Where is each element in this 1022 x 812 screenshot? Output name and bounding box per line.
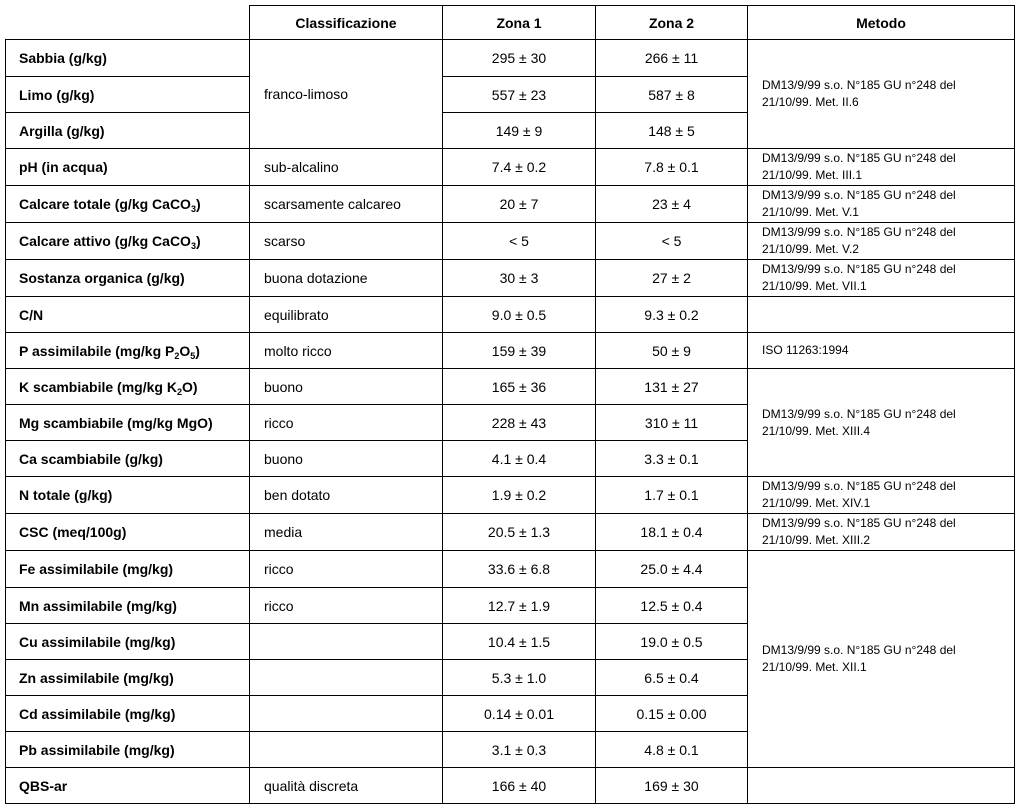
zone1-value: 12.7 ± 1.9 [443,588,596,624]
method-line: 21/10/99. Met. XIII.2 [762,533,871,547]
zone2-value: 1.7 ± 0.1 [596,477,748,514]
label-text: ) [195,196,201,212]
parameter-label: pH (in acqua) [6,149,250,186]
label-subscript: 3 [190,204,196,214]
zone1-value: 20.5 ± 1.3 [443,514,596,551]
parameter-label: Fe assimilabile (mg/kg) [6,551,250,588]
table-row [6,186,1015,223]
parameter-label [6,223,250,260]
method-line: DM13/9/99 s.o. N°185 GU n°248 del [762,479,956,493]
classification-cell-empty [250,624,443,660]
parameter-label [6,369,250,405]
soil-analysis-table [5,5,1015,804]
zone1-value: 165 ± 36 [443,369,596,405]
parameter-label: C/N [6,297,250,333]
zone1-value: 159 ± 39 [443,333,596,369]
zone1-value: 557 ± 23 [443,77,596,113]
method-line: DM13/9/99 s.o. N°185 GU n°248 del [762,262,956,276]
zone1-value: 7.4 ± 0.2 [443,149,596,186]
classification-cell: sub-alcalino [250,149,443,186]
classification-cell: ricco [250,405,443,441]
table-row [6,260,1015,297]
zone2-value: 587 ± 8 [596,77,748,113]
zone1-value: 1.9 ± 0.2 [443,477,596,514]
classification-cell: scarsamente calcareo [250,186,443,223]
method-cell [748,223,1015,260]
table-row [6,149,1015,186]
classification-cell: media [250,514,443,551]
zone1-value: 228 ± 43 [443,405,596,441]
table-row [6,333,1015,369]
classification-cell: buono [250,441,443,477]
method-line: 21/10/99. Met. III.1 [762,168,863,182]
zone2-value: 9.3 ± 0.2 [596,297,748,333]
zone2-value: 19.0 ± 0.5 [596,624,748,660]
parameter-label: Mg scambiabile (mg/kg MgO) [6,405,250,441]
label-text: ) [195,342,200,359]
zone1-value: 30 ± 3 [443,260,596,297]
label-text: Calcare totale (g/kg CaCO [19,196,191,212]
classification-cell: buona dotazione [250,260,443,297]
zone2-value: < 5 [596,223,748,260]
parameter-label [6,333,250,369]
classification-cell: buono [250,369,443,405]
parameter-label: Ca scambiabile (g/kg) [6,441,250,477]
method-line: 21/10/99. Met. XIII.4 [762,423,871,438]
classification-cell: ricco [250,588,443,624]
zone2-value: 27 ± 2 [596,260,748,297]
zone1-value: 5.3 ± 1.0 [443,660,596,696]
classification-cell: ben dotato [250,477,443,514]
table-row [6,297,1015,333]
method-line: DM13/9/99 s.o. N°185 GU n°248 del [762,225,956,239]
method-cell-empty [748,297,1015,333]
header-parameter [6,6,250,40]
method-cell [748,186,1015,223]
classification-cell: ricco [250,551,443,588]
method-cell [748,333,1015,369]
zone1-value: 295 ± 30 [443,40,596,77]
zone2-value: 148 ± 5 [596,113,748,149]
zone2-value: 266 ± 11 [596,40,748,77]
zone2-value: 18.1 ± 0.4 [596,514,748,551]
method-cell [748,551,1015,768]
zone2-value: 3.3 ± 0.1 [596,441,748,477]
method-line: DM13/9/99 s.o. N°185 GU n°248 del [762,406,956,421]
zone1-value: 9.0 ± 0.5 [443,297,596,333]
method-line: 21/10/99. Met. XII.1 [762,660,867,674]
zone1-value: 166 ± 40 [443,768,596,804]
method-line: ISO 11263:1994 [762,343,849,357]
parameter-label: Cd assimilabile (mg/kg) [6,696,250,732]
method-line: DM13/9/99 s.o. N°185 GU n°248 del [762,516,956,530]
parameter-label [6,186,250,223]
parameter-label: Sabbia (g/kg) [6,40,250,77]
classification-cell: franco-limoso [250,40,443,149]
parameter-label: Limo (g/kg) [6,77,250,113]
method-line: DM13/9/99 s.o. N°185 GU n°248 del [762,643,956,657]
method-line: 21/10/99. Met. VII.1 [762,279,867,293]
zone2-value: 131 ± 27 [596,369,748,405]
method-line: 21/10/99. Met. V.1 [762,205,859,219]
parameter-label: Argilla (g/kg) [6,113,250,149]
zone2-value: 12.5 ± 0.4 [596,588,748,624]
header-zone2: Zona 2 [596,6,748,40]
zone1-value: 149 ± 9 [443,113,596,149]
table-row [6,223,1015,260]
label-text: ) [195,233,201,249]
method-cell [748,369,1015,477]
label-text: O) [181,378,198,395]
zone2-value: 310 ± 11 [596,405,748,441]
zone2-value: 50 ± 9 [596,333,748,369]
classification-cell-empty [250,732,443,768]
zone2-value: 7.8 ± 0.1 [596,149,748,186]
parameter-label: Pb assimilabile (mg/kg) [6,732,250,768]
parameter-label: Mn assimilabile (mg/kg) [6,588,250,624]
label-text: P assimilabile (mg/kg P [19,342,175,359]
header-classification: Classificazione [250,6,443,40]
header-method: Metodo [748,6,1015,40]
parameter-label: Cu assimilabile (mg/kg) [6,624,250,660]
method-cell [748,514,1015,551]
method-line: DM13/9/99 s.o. N°185 GU n°248 del [762,151,956,165]
zone1-value: 10.4 ± 1.5 [443,624,596,660]
table-row [6,768,1015,804]
zone2-value: 25.0 ± 4.4 [596,551,748,588]
method-line: DM13/9/99 s.o. N°185 GU n°248 del [762,188,956,202]
method-line: DM13/9/99 s.o. N°185 GU n°248 del [762,78,956,92]
classification-cell: molto ricco [250,333,443,369]
table-row [6,369,1015,405]
table-row [6,477,1015,514]
table-row [6,40,1015,77]
parameter-label: N totale (g/kg) [6,477,250,514]
classification-cell: qualità discreta [250,768,443,804]
zone1-value: 0.14 ± 0.01 [443,696,596,732]
zone1-value: < 5 [443,223,596,260]
header-row [6,6,1015,40]
method-line: 21/10/99. Met. II.6 [762,95,859,109]
zone1-value: 3.1 ± 0.3 [443,732,596,768]
zone1-value: 4.1 ± 0.4 [443,441,596,477]
method-cell [748,477,1015,514]
label-subscript: 2 [176,386,182,397]
label-subscript: 2 [174,350,180,361]
classification-cell: scarso [250,223,443,260]
zone2-value: 6.5 ± 0.4 [596,660,748,696]
label-text: Calcare attivo (g/kg CaCO [19,233,191,249]
label-subscript: 5 [190,350,196,361]
table-row [6,514,1015,551]
method-cell-empty [748,768,1015,804]
method-cell [748,40,1015,149]
parameter-label: Sostanza organica (g/kg) [6,260,250,297]
method-line: 21/10/99. Met. V.2 [762,242,859,256]
zone1-value: 33.6 ± 6.8 [443,551,596,588]
classification-cell: equilibrato [250,297,443,333]
parameter-label: QBS-ar [6,768,250,804]
method-line: 21/10/99. Met. XIV.1 [762,496,871,510]
parameter-label: Zn assimilabile (mg/kg) [6,660,250,696]
zone2-value: 0.15 ± 0.00 [596,696,748,732]
parameter-label: CSC (meq/100g) [6,514,250,551]
label-text: O [179,342,191,359]
method-cell [748,149,1015,186]
table-row [6,551,1015,588]
classification-cell-empty [250,660,443,696]
label-text: K scambiabile (mg/kg K [19,378,177,395]
method-cell [748,260,1015,297]
zone1-value: 20 ± 7 [443,186,596,223]
label-subscript: 3 [190,241,196,251]
zone2-value: 4.8 ± 0.1 [596,732,748,768]
zone2-value: 23 ± 4 [596,186,748,223]
zone2-value: 169 ± 30 [596,768,748,804]
header-zone1: Zona 1 [443,6,596,40]
classification-cell-empty [250,696,443,732]
